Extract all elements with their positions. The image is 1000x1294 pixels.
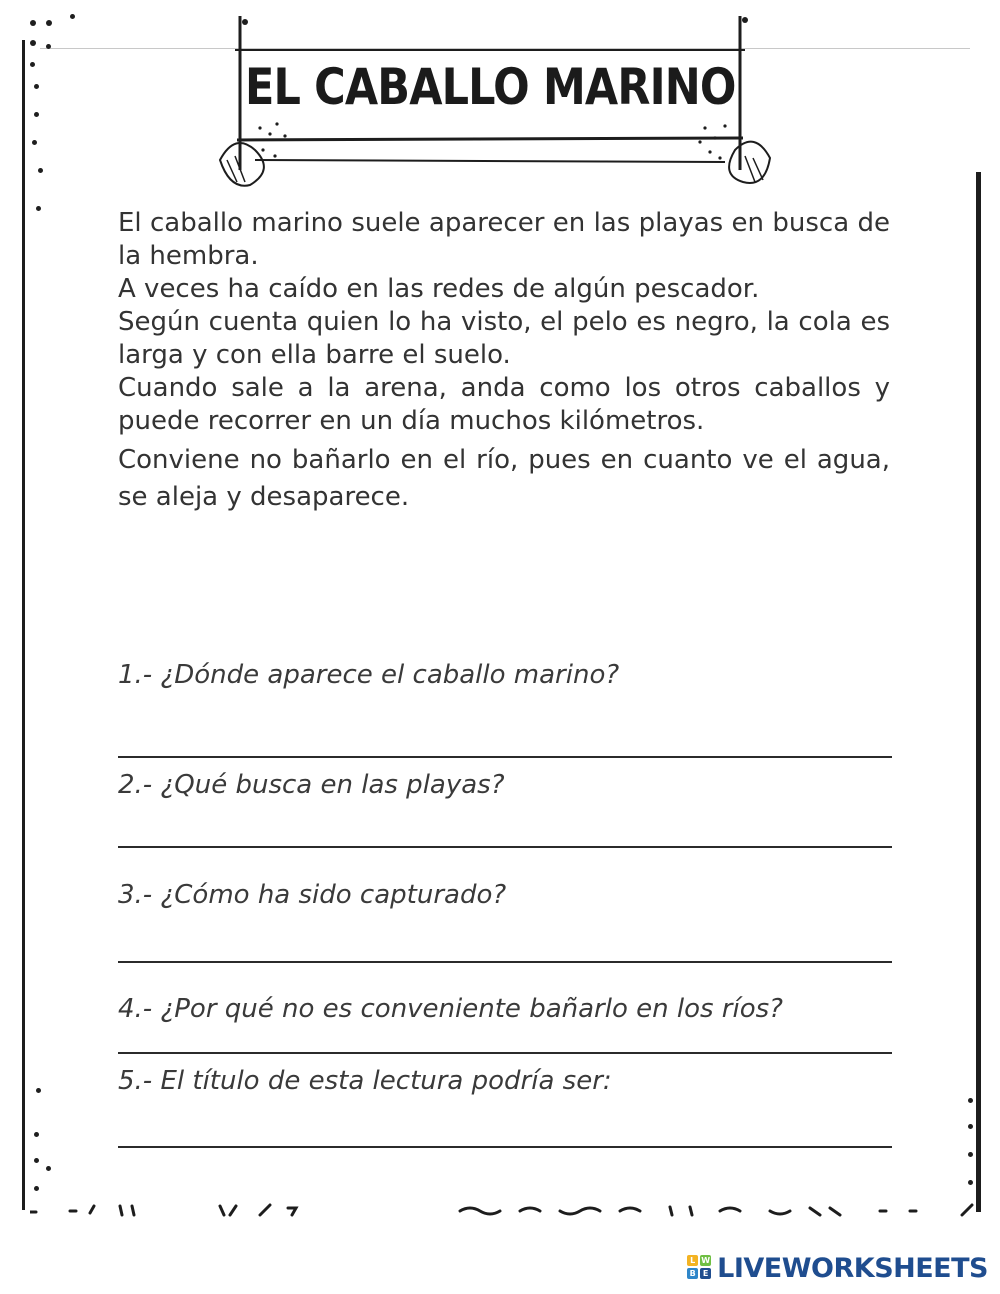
page-title: EL CABALLO MARINO [245,58,736,116]
liveworksheets-badge-icon: L W B E [687,1255,713,1281]
brand-name: LIVEWORKSHEETS [717,1252,988,1284]
cut-off-text-strokes [30,1203,980,1217]
reading-paragraph: A veces ha caído en las redes de algún pescador. [118,274,760,304]
left-border-line [22,40,25,1210]
answer-line-3[interactable] [118,961,892,963]
reading-passage [118,207,890,516]
liveworksheets-logo [687,1253,988,1283]
reading-paragraph: Cuando sale a la arena, anda como los otros caballos y puede recorrer en un día muchos kilómetros. [118,373,890,436]
answer-line-4[interactable] [118,1052,892,1054]
question-3: 3.- ¿Cómo ha sido capturado? [118,880,507,910]
answer-line-1[interactable] [118,756,892,758]
question-2: 2.- ¿Qué busca en las playas? [118,770,505,800]
reading-paragraph: Según cuenta quien lo ha visto, el pelo es negro, la cola es larga y con ella barre el suelo. [118,307,890,370]
right-border-line [976,172,981,1212]
answer-line-2[interactable] [118,846,892,848]
answer-line-5[interactable] [118,1146,892,1148]
question-1: 1.- ¿Dónde aparece el caballo marino? [118,660,620,690]
question-5: 5.- El título de esta lectura podría ser: [118,1066,612,1096]
reading-paragraph: El caballo marino suele aparecer en las playas en busca de la hembra. [118,208,890,271]
question-4: 4.- ¿Por qué no es conveniente bañarlo en los ríos? [118,994,783,1024]
reading-paragraph: Conviene no bañarlo en el río, pues en cuanto ve el agua, se aleja y desaparece. [118,445,890,512]
